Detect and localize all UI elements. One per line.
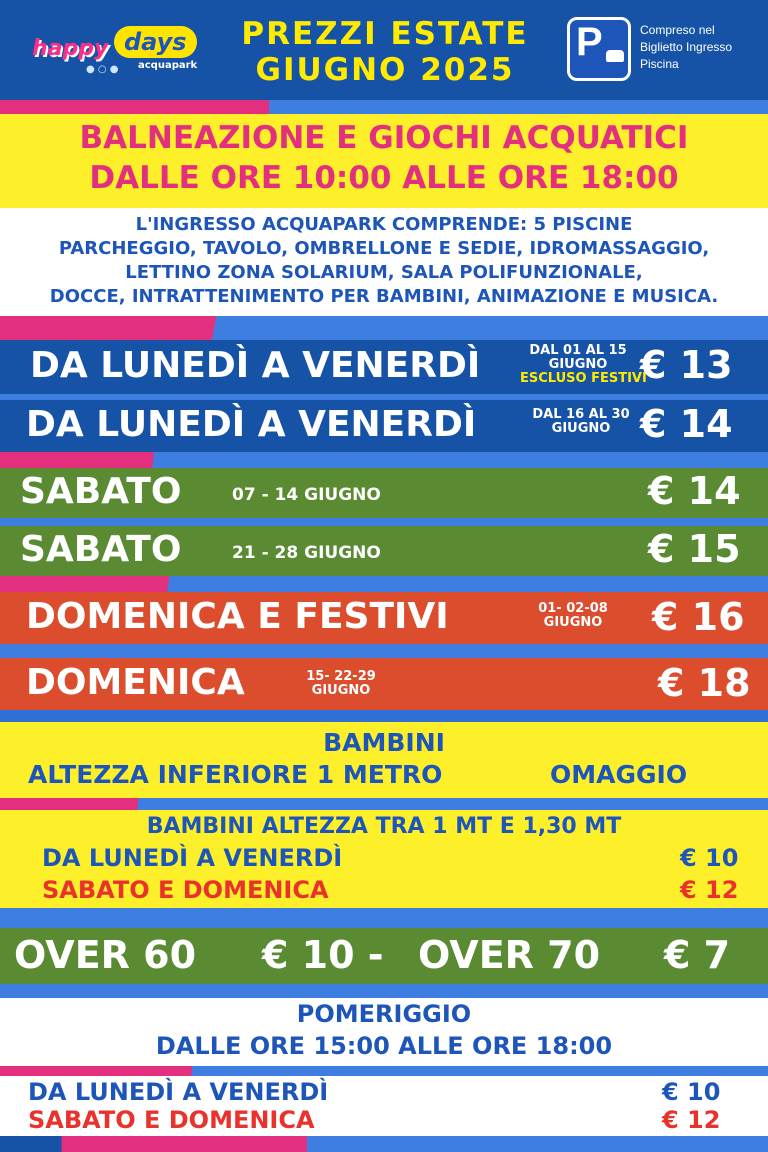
row-price: € 16: [652, 595, 745, 639]
kids-weekday-label: DA LUNEDÌ A VENERDÌ: [42, 844, 343, 872]
over-60-price: € 10 -: [262, 933, 384, 977]
row-price: € 13: [640, 343, 733, 387]
decor-stripe: [0, 710, 768, 722]
kids-paid-heading: BAMBINI ALTEZZA TRA 1 MT E 1,30 MT: [146, 814, 622, 839]
includes-band: [0, 208, 768, 316]
row-label: DOMENICA E FESTIVI: [26, 596, 449, 637]
decor-stripe: [0, 644, 768, 658]
page-title-line2: GIUGNO 2025: [255, 52, 515, 88]
row-note-line1: DAL 01 AL 15: [529, 343, 627, 358]
row-price: € 15: [648, 527, 741, 571]
row-label: DA LUNEDÌ A VENERDÌ: [30, 345, 481, 386]
afternoon-weekday-price: € 10: [662, 1078, 721, 1106]
includes-line1: L'INGRESSO ACQUAPARK COMPRENDE: 5 PISCINE: [135, 214, 633, 235]
row-label: SABATO: [20, 529, 182, 570]
kids-title: BAMBINI: [323, 728, 445, 757]
over-70-label: OVER 70: [418, 933, 601, 977]
afternoon-weekend-label: SABATO E DOMENICA: [28, 1106, 315, 1134]
decor-stripe: [0, 518, 768, 526]
decor-stripe: [0, 908, 768, 928]
row-note: [518, 602, 628, 630]
parking-letter: P: [576, 20, 603, 64]
row-price: € 18: [658, 661, 751, 705]
row-note-line2: GIUGNO: [311, 683, 371, 698]
hours-line1: BALNEAZIONE E GIOCHI ACQUATICI: [79, 120, 689, 156]
row-note-line3: ESCLUSO FESTIVI: [520, 371, 647, 386]
row-note-line2: GIUGNO: [551, 421, 611, 436]
parking-note-line3: Piscina: [640, 57, 679, 71]
decor-stripe: [0, 100, 768, 114]
row-price: € 14: [640, 402, 733, 446]
decor-stripe: [0, 576, 768, 592]
row-label: DA LUNEDÌ A VENERDÌ: [26, 404, 477, 445]
price-row-saturday-2: [0, 526, 768, 576]
parking-note: [640, 22, 768, 73]
kids-weekday-price: € 10: [680, 844, 739, 872]
row-note: 21 - 28 GIUGNO: [232, 543, 381, 563]
price-row-sunday: [0, 658, 768, 710]
row-label: DOMENICA: [26, 662, 245, 703]
bubbles-icon: ● ○ ●: [86, 64, 119, 75]
decor-stripe: [0, 984, 768, 998]
row-note-line1: 15- 22-29: [306, 669, 376, 684]
row-note: [520, 343, 647, 386]
parking-icon: [567, 17, 631, 81]
decor-stripe: [0, 1066, 768, 1076]
over-70-price: € 7: [664, 933, 731, 977]
row-note-line1: 01- 02-08: [538, 601, 608, 616]
price-row-weekday-1: [0, 340, 768, 394]
afternoon-hours: DALLE ORE 15:00 ALLE ORE 18:00: [155, 1032, 613, 1060]
happy-days-logo: [20, 18, 198, 80]
logo-word-days: days: [114, 26, 197, 58]
row-note-line2: GIUGNO: [543, 615, 603, 630]
kids-weekend-label: SABATO E DOMENICA: [42, 876, 329, 904]
row-note: 07 - 14 GIUGNO: [232, 485, 381, 505]
decor-stripe: [0, 316, 768, 340]
hours-line2: DALLE ORE 10:00 ALLE ORE 18:00: [89, 160, 679, 196]
afternoon-prices-band: [0, 1076, 768, 1136]
parking-note-line1: Compreso nel: [640, 23, 715, 37]
decor-stripe-bottom: [0, 1136, 768, 1152]
decor-stripe: [0, 798, 768, 810]
includes-line3: LETTINO ZONA SOLARIUM, SALA POLIFUNZIONALE,: [125, 262, 643, 283]
row-note: [286, 670, 396, 698]
row-price: € 14: [648, 469, 741, 513]
page-title-line1: PREZZI ESTATE: [241, 16, 529, 52]
afternoon-title: POMERIGGIO: [296, 1000, 472, 1028]
car-icon: [606, 50, 624, 62]
logo-word-happy: happy: [32, 36, 109, 61]
seniors-band: [0, 928, 768, 984]
price-row-weekday-2: [0, 400, 768, 452]
header: [0, 0, 768, 100]
afternoon-band: [0, 998, 768, 1066]
includes-line4: DOCCE, INTRATTENIMENTO PER BAMBINI, ANIMAZIONE E MUSICA.: [49, 286, 719, 307]
row-note: [526, 408, 636, 436]
row-note-line1: DAL 16 AL 30: [532, 407, 630, 422]
kids-paid-band: [0, 810, 768, 908]
parking-note-line2: Biglietto Ingresso: [640, 40, 733, 54]
logo-sub: acquapark: [138, 60, 198, 71]
kids-under-1m: ALTEZZA INFERIORE 1 METRO: [28, 760, 443, 789]
includes-line2: PARCHEGGIO, TAVOLO, OMBRELLONE E SEDIE, IDROMASSAGGIO,: [58, 238, 710, 259]
hours-band: [0, 114, 768, 208]
afternoon-weekday-label: DA LUNEDÌ A VENERDÌ: [28, 1078, 329, 1106]
kids-free-band: [0, 722, 768, 798]
row-note-line2: GIUGNO: [548, 357, 608, 372]
price-row-saturday-1: [0, 468, 768, 518]
afternoon-weekend-price: € 12: [662, 1106, 721, 1134]
kids-weekend-price: € 12: [680, 876, 739, 904]
price-row-sunday-holidays: [0, 592, 768, 644]
decor-stripe: [0, 452, 768, 468]
over-60-label: OVER 60: [14, 933, 197, 977]
kids-free-label: OMAGGIO: [550, 760, 688, 789]
row-label: SABATO: [20, 471, 182, 512]
